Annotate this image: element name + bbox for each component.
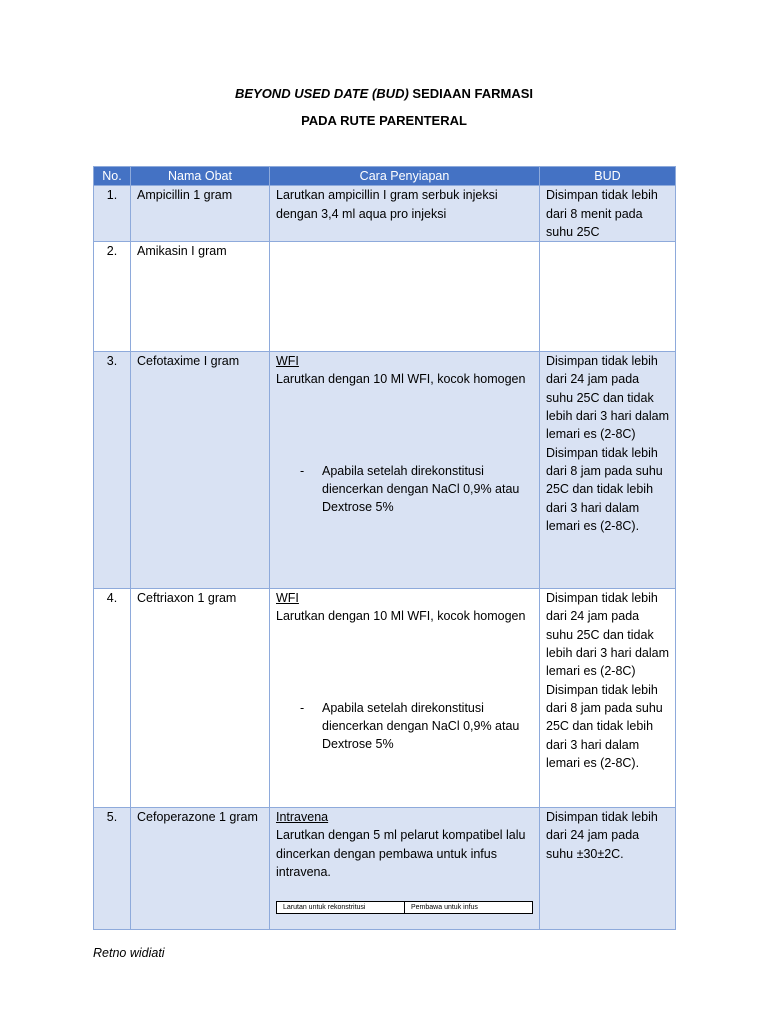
row-number: 2.	[94, 242, 131, 352]
table-row	[94, 352, 676, 589]
drug-name: Ampicillin 1 gram	[131, 186, 270, 242]
preparation-text: Larutkan dengan 10 Ml WFI, kocok homogen	[276, 372, 526, 387]
bud-text: Disimpan tidak lebih dari 24 jam pada suhu ±30±2C.	[540, 808, 676, 930]
header-cara-penyiapan: Cara Penyiapan	[270, 167, 540, 186]
bullet-dash: -	[300, 700, 305, 715]
row-number: 4.	[94, 589, 131, 808]
preparation-heading: WFI	[276, 354, 299, 369]
preparation-cell	[270, 589, 540, 808]
preparation-cell	[270, 808, 540, 930]
row-number: 5.	[94, 808, 131, 930]
preparation-bullet	[276, 462, 533, 517]
preparation-heading: Intravena	[276, 810, 329, 825]
row-number: 1.	[94, 186, 131, 242]
drug-name: Amikasin I gram	[131, 242, 270, 352]
bullet-dash: -	[300, 463, 305, 478]
table-row	[94, 242, 676, 352]
preparation-cell	[270, 352, 540, 589]
header-bud: BUD	[540, 167, 676, 186]
bud-table	[93, 166, 676, 930]
preparation-bullet	[276, 699, 533, 754]
bullet-text: Apabila setelah direkonstitusi diencerkan dengan NaCl 0,9% atau Dextrose 5%	[322, 700, 520, 752]
document-title-line-2: PADA RUTE PARENTERAL	[301, 113, 467, 128]
bud-text: Disimpan tidak lebih dari 24 jam pada suhu 25C dan tidak lebih dari 3 hari dalam lemari es (2-8C) Disimpan tidak lebih dari 8 jam pada suhu 25C dan tidak lebih dari 3 hari dalam lemari es (2-8C).	[540, 352, 676, 589]
header-nama-obat: Nama Obat	[131, 167, 270, 186]
drug-name: Cefotaxime I gram	[131, 352, 270, 589]
drug-name: Cefoperazone 1 gram	[131, 808, 270, 930]
mini-table	[276, 901, 533, 914]
table-row	[94, 808, 676, 930]
table-row	[94, 186, 676, 242]
preparation-text: Larutkan ampicillin I gram serbuk injeksi dengan 3,4 ml aqua pro injeksi	[270, 186, 540, 242]
title-rest: SEDIAAN FARMASI	[408, 86, 534, 101]
drug-name: Ceftriaxon 1 gram	[131, 589, 270, 808]
preparation-text	[270, 242, 540, 352]
bud-text: Disimpan tidak lebih dari 24 jam pada suhu 25C dan tidak lebih dari 3 hari dalam lemari es (2-8C) Disimpan tidak lebih dari 8 jam pada suhu 25C dan tidak lebih dari 3 hari dalam lemari es (2-8C).	[540, 589, 676, 808]
preparation-text: Larutkan dengan 5 ml pelarut kompatibel lalu dincerkan dengan pembawa untuk infus intravena.	[276, 828, 526, 880]
author-name: Retno widiati	[93, 946, 165, 960]
table-row	[94, 589, 676, 808]
preparation-heading: WFI	[276, 591, 299, 606]
preparation-text: Larutkan dengan 10 Ml WFI, kocok homogen	[276, 609, 526, 624]
row-number: 3.	[94, 352, 131, 589]
header-no: No.	[94, 167, 131, 186]
document-title-line-1	[0, 86, 768, 101]
title-bud-italic: BEYOND USED DATE (BUD)	[234, 86, 409, 101]
bud-text: Disimpan tidak lebih dari 8 menit pada suhu 25C	[540, 186, 676, 242]
bud-text	[540, 242, 676, 352]
table-header-row	[94, 167, 676, 186]
mini-table-cell: Larutan untuk rekonstritusi	[283, 904, 366, 912]
mini-table-cell: Pembawa untuk infus	[404, 902, 532, 913]
bullet-text: Apabila setelah direkonstitusi diencerkan dengan NaCl 0,9% atau Dextrose 5%	[322, 463, 520, 515]
